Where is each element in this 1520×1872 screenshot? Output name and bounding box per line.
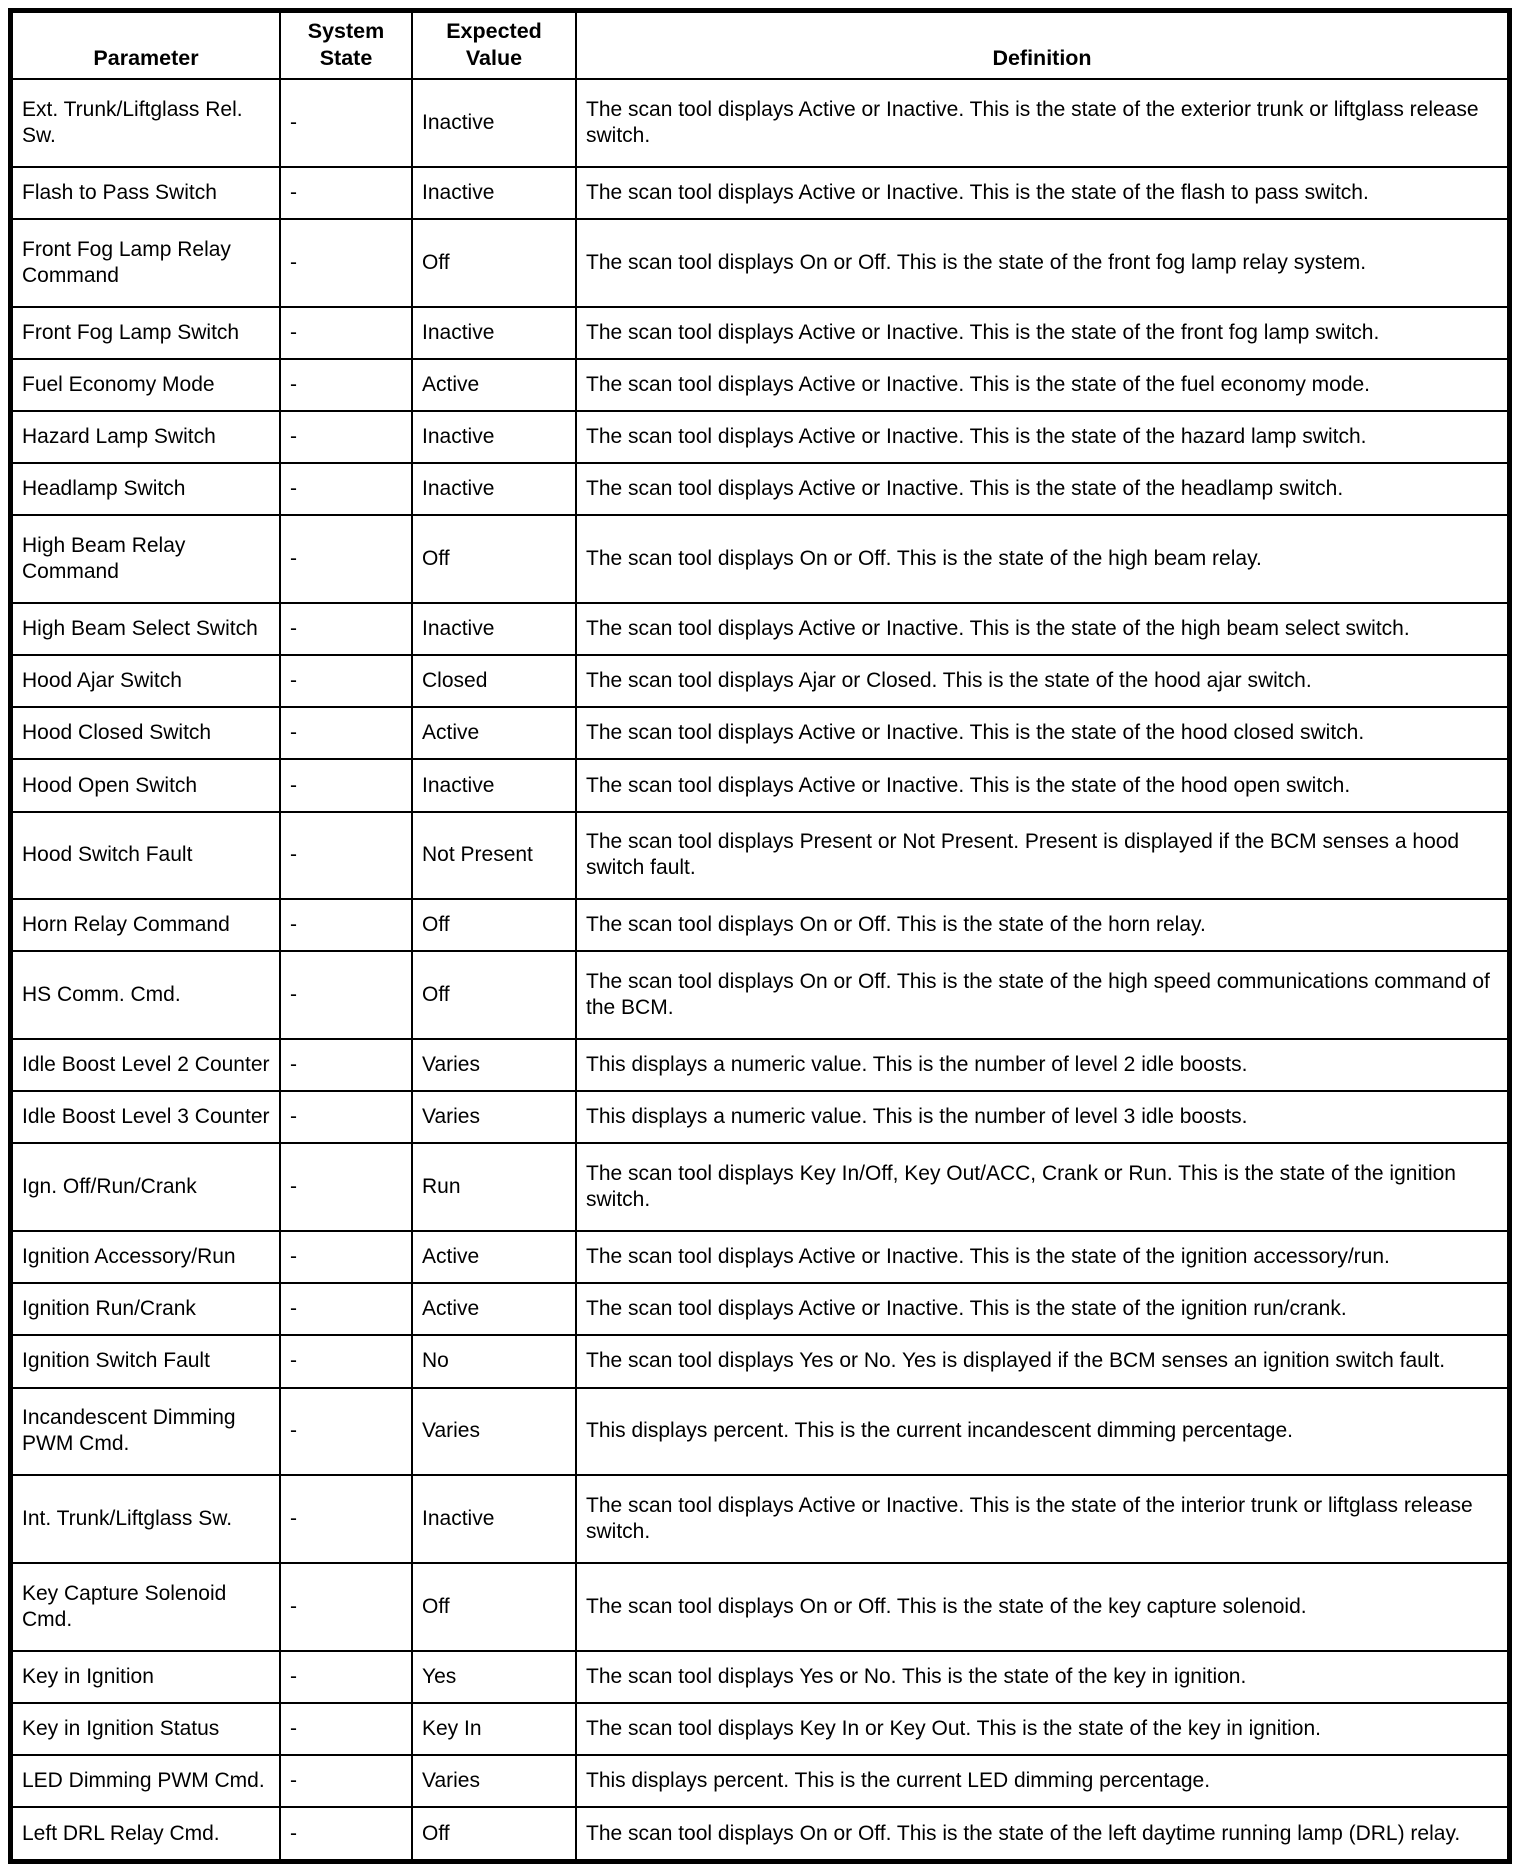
table-row (11, 1091, 1510, 1143)
definition-cell: The scan tool displays Key In/Off, Key Out/ACC, Crank or Run. This is the state of the ignition switch. (576, 1143, 1510, 1231)
table-header (11, 11, 1510, 80)
system-state-cell: - (280, 1563, 412, 1651)
parameter-cell: High Beam Relay Command (11, 515, 281, 603)
table-row (11, 899, 1510, 951)
parameter-cell: High Beam Select Switch (11, 603, 281, 655)
parameter-cell: Ign. Off/Run/Crank (11, 1143, 281, 1231)
system-state-cell: - (280, 1231, 412, 1283)
system-state-cell: - (280, 1703, 412, 1755)
expected-value-cell: Active (412, 1283, 576, 1335)
expected-value-cell: Inactive (412, 411, 576, 463)
definition-cell: The scan tool displays On or Off. This is the state of the key capture solenoid. (576, 1563, 1510, 1651)
expected-value-cell: Active (412, 359, 576, 411)
table-row (11, 759, 1510, 811)
expected-value-cell: Active (412, 707, 576, 759)
parameter-cell: Ignition Run/Crank (11, 1283, 281, 1335)
system-state-cell: - (280, 1388, 412, 1476)
definition-cell: The scan tool displays Active or Inactive. This is the state of the exterior trunk or liftglass release switch. (576, 79, 1510, 167)
system-state-cell: - (280, 359, 412, 411)
parameter-cell: Ext. Trunk/Liftglass Rel. Sw. (11, 79, 281, 167)
definition-cell: The scan tool displays Active or Inactive. This is the state of the front fog lamp switch. (576, 307, 1510, 359)
system-state-cell: - (280, 79, 412, 167)
definition-cell: The scan tool displays On or Off. This is the state of the high beam relay. (576, 515, 1510, 603)
definition-cell: The scan tool displays Active or Inactive. This is the state of the hood open switch. (576, 759, 1510, 811)
expected-value-cell: Off (412, 899, 576, 951)
expected-value-cell: Inactive (412, 463, 576, 515)
system-state-cell: - (280, 1143, 412, 1231)
table-row (11, 1563, 1510, 1651)
expected-value-cell: Off (412, 1807, 576, 1861)
parameter-cell: Key Capture Solenoid Cmd. (11, 1563, 281, 1651)
table-row (11, 1651, 1510, 1703)
table-row (11, 1335, 1510, 1387)
table-row (11, 515, 1510, 603)
system-state-cell: - (280, 812, 412, 900)
table-row (11, 463, 1510, 515)
system-state-cell: - (280, 951, 412, 1039)
parameter-cell: Idle Boost Level 3 Counter (11, 1091, 281, 1143)
system-state-cell: - (280, 515, 412, 603)
table-row (11, 307, 1510, 359)
definition-cell: The scan tool displays Present or Not Present. Present is displayed if the BCM senses a hood switch fault. (576, 812, 1510, 900)
definition-cell: The scan tool displays Ajar or Closed. This is the state of the hood ajar switch. (576, 655, 1510, 707)
parameter-cell: Front Fog Lamp Switch (11, 307, 281, 359)
definition-cell: The scan tool displays Active or Inactive. This is the state of the headlamp switch. (576, 463, 1510, 515)
expected-value-cell: Inactive (412, 1475, 576, 1563)
parameter-cell: Idle Boost Level 2 Counter (11, 1039, 281, 1091)
table-row (11, 219, 1510, 307)
expected-value-cell: Varies (412, 1039, 576, 1091)
expected-value-cell: Off (412, 515, 576, 603)
system-state-cell: - (280, 707, 412, 759)
definition-cell: The scan tool displays Active or Inactive. This is the state of the flash to pass switch. (576, 167, 1510, 219)
table-row (11, 1755, 1510, 1807)
system-state-cell: - (280, 1091, 412, 1143)
definition-cell: The scan tool displays Active or Inactive. This is the state of the ignition accessory/run. (576, 1231, 1510, 1283)
header-expected-value: Expected Value (412, 11, 576, 80)
header-parameter: Parameter (11, 11, 281, 80)
table-row (11, 359, 1510, 411)
parameter-cell: Left DRL Relay Cmd. (11, 1807, 281, 1861)
definition-cell: The scan tool displays Yes or No. This is the state of the key in ignition. (576, 1651, 1510, 1703)
expected-value-cell: Key In (412, 1703, 576, 1755)
expected-value-cell: Varies (412, 1091, 576, 1143)
table-row (11, 812, 1510, 900)
expected-value-cell: No (412, 1335, 576, 1387)
table-row (11, 1283, 1510, 1335)
system-state-cell: - (280, 759, 412, 811)
expected-value-cell: Not Present (412, 812, 576, 900)
table-row (11, 1143, 1510, 1231)
definition-cell: The scan tool displays Active or Inactive. This is the state of the interior trunk or liftglass release switch. (576, 1475, 1510, 1563)
system-state-cell: - (280, 1283, 412, 1335)
parameter-cell: Hazard Lamp Switch (11, 411, 281, 463)
definition-cell: The scan tool displays Yes or No. Yes is displayed if the BCM senses an ignition switch fault. (576, 1335, 1510, 1387)
system-state-cell: - (280, 1335, 412, 1387)
table-row (11, 1475, 1510, 1563)
table-row (11, 79, 1510, 167)
parameter-cell: Key in Ignition Status (11, 1703, 281, 1755)
definition-cell: The scan tool displays Active or Inactive. This is the state of the high beam select switch. (576, 603, 1510, 655)
expected-value-cell: Off (412, 219, 576, 307)
definition-cell: This displays percent. This is the current incandescent dimming percentage. (576, 1388, 1510, 1476)
system-state-cell: - (280, 1807, 412, 1861)
expected-value-cell: Run (412, 1143, 576, 1231)
parameters-table (8, 8, 1512, 1864)
definition-cell: The scan tool displays Active or Inactive. This is the state of the fuel economy mode. (576, 359, 1510, 411)
table-header-row (11, 11, 1510, 80)
definition-cell: This displays a numeric value. This is the number of level 3 idle boosts. (576, 1091, 1510, 1143)
definition-cell: The scan tool displays On or Off. This is the state of the high speed communications command of the BCM. (576, 951, 1510, 1039)
header-definition: Definition (576, 11, 1510, 80)
expected-value-cell: Inactive (412, 307, 576, 359)
table-row (11, 707, 1510, 759)
parameter-cell: Int. Trunk/Liftglass Sw. (11, 1475, 281, 1563)
expected-value-cell: Off (412, 1563, 576, 1651)
parameter-cell: Hood Switch Fault (11, 812, 281, 900)
system-state-cell: - (280, 1039, 412, 1091)
table-body (11, 79, 1510, 1861)
parameter-cell: LED Dimming PWM Cmd. (11, 1755, 281, 1807)
parameter-cell: Horn Relay Command (11, 899, 281, 951)
system-state-cell: - (280, 1755, 412, 1807)
table-row (11, 655, 1510, 707)
system-state-cell: - (280, 899, 412, 951)
parameter-cell: Hood Open Switch (11, 759, 281, 811)
parameter-cell: Ignition Accessory/Run (11, 1231, 281, 1283)
table-row (11, 411, 1510, 463)
table-row (11, 1703, 1510, 1755)
expected-value-cell: Varies (412, 1755, 576, 1807)
system-state-cell: - (280, 167, 412, 219)
expected-value-cell: Inactive (412, 167, 576, 219)
system-state-cell: - (280, 603, 412, 655)
header-system-state: System State (280, 11, 412, 80)
expected-value-cell: Closed (412, 655, 576, 707)
system-state-cell: - (280, 463, 412, 515)
expected-value-cell: Yes (412, 1651, 576, 1703)
parameter-cell: Flash to Pass Switch (11, 167, 281, 219)
parameter-cell: Front Fog Lamp Relay Command (11, 219, 281, 307)
system-state-cell: - (280, 1475, 412, 1563)
table-row (11, 951, 1510, 1039)
expected-value-cell: Inactive (412, 79, 576, 167)
system-state-cell: - (280, 655, 412, 707)
table-row (11, 1388, 1510, 1476)
parameter-cell: Ignition Switch Fault (11, 1335, 281, 1387)
parameter-cell: Incandescent Dimming PWM Cmd. (11, 1388, 281, 1476)
definition-cell: The scan tool displays On or Off. This is the state of the front fog lamp relay system. (576, 219, 1510, 307)
table-row (11, 1807, 1510, 1861)
system-state-cell: - (280, 219, 412, 307)
table-row (11, 1039, 1510, 1091)
expected-value-cell: Inactive (412, 603, 576, 655)
expected-value-cell: Inactive (412, 759, 576, 811)
expected-value-cell: Active (412, 1231, 576, 1283)
expected-value-cell: Off (412, 951, 576, 1039)
definition-cell: The scan tool displays Active or Inactive. This is the state of the hood closed switch. (576, 707, 1510, 759)
system-state-cell: - (280, 307, 412, 359)
table-row (11, 167, 1510, 219)
definition-cell: This displays a numeric value. This is the number of level 2 idle boosts. (576, 1039, 1510, 1091)
definition-cell: The scan tool displays Active or Inactive. This is the state of the hazard lamp switch. (576, 411, 1510, 463)
definition-cell: The scan tool displays Active or Inactive. This is the state of the ignition run/crank. (576, 1283, 1510, 1335)
parameter-cell: Fuel Economy Mode (11, 359, 281, 411)
definition-cell: The scan tool displays On or Off. This is the state of the left daytime running lamp (DRL) relay. (576, 1807, 1510, 1861)
parameter-cell: HS Comm. Cmd. (11, 951, 281, 1039)
system-state-cell: - (280, 411, 412, 463)
parameter-cell: Hood Closed Switch (11, 707, 281, 759)
definition-cell: The scan tool displays Key In or Key Out. This is the state of the key in ignition. (576, 1703, 1510, 1755)
definition-cell: The scan tool displays On or Off. This is the state of the horn relay. (576, 899, 1510, 951)
system-state-cell: - (280, 1651, 412, 1703)
parameter-cell: Headlamp Switch (11, 463, 281, 515)
table-row (11, 1231, 1510, 1283)
parameter-cell: Key in Ignition (11, 1651, 281, 1703)
definition-cell: This displays percent. This is the current LED dimming percentage. (576, 1755, 1510, 1807)
expected-value-cell: Varies (412, 1388, 576, 1476)
parameter-cell: Hood Ajar Switch (11, 655, 281, 707)
table-row (11, 603, 1510, 655)
